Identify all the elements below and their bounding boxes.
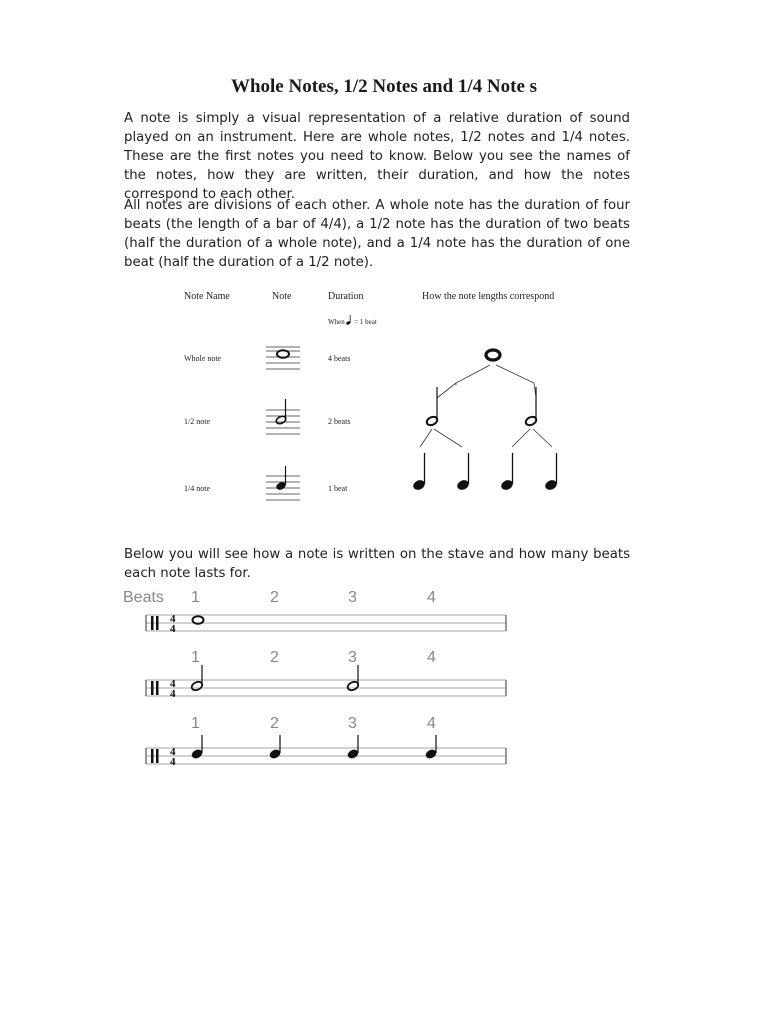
stave2-beat-1: 1	[191, 649, 200, 666]
stave2-beat-4: 4	[427, 649, 436, 666]
stave-intro-paragraph: Below you will see how a note is written on the stave and how many beats each note lasts for.	[124, 547, 630, 581]
row-quarter-duration: 1 beat	[328, 484, 348, 493]
row-half-name: 1/2 note	[184, 417, 210, 426]
beats-label: Beats	[123, 589, 164, 606]
staves-figure	[118, 585, 518, 780]
header-note-name: Note Name	[184, 291, 230, 302]
stave1-time-top: 4	[170, 613, 176, 625]
whole-note-staff-icon	[266, 347, 300, 369]
stave2-time-bottom: 4	[170, 688, 176, 700]
stave3-beat-3: 3	[348, 715, 357, 732]
note-table-figure	[150, 283, 590, 513]
header-correspond: How the note lengths correspond	[422, 291, 555, 302]
header-duration: Duration	[328, 291, 364, 302]
stave1-time-bottom: 4	[170, 623, 176, 635]
stave3-time-top: 4	[170, 746, 176, 758]
stave-1	[146, 615, 506, 631]
stave3-beat-4: 4	[427, 715, 436, 732]
header-note: Note	[272, 291, 292, 302]
when-label: When = 1 beat	[328, 315, 377, 326]
stave1-beat-1: 1	[191, 589, 200, 606]
divisions-paragraph: All notes are divisions of each other. A whole note has the duration of four beats (the length of a bar of 4/4), a 1/2 note has the duration of two beats (half the duration of a whole note), and a 1/4 note has the duration of one beat (half the duration of a 1/2 note).	[124, 198, 630, 270]
quarter-note-staff-icon	[266, 466, 300, 500]
stave1-beat-4: 4	[427, 589, 436, 606]
page-title: Whole Notes, 1/2 Notes and 1/4 Note s	[230, 76, 538, 97]
row-quarter-name: 1/4 note	[184, 484, 210, 493]
stave2-time-top: 4	[170, 678, 176, 690]
stave3-beat-2: 2	[270, 715, 279, 732]
stave1-beat-2: 2	[270, 589, 279, 606]
note-lengths-diagram	[150, 283, 590, 513]
row-half-duration: 2 beats	[328, 417, 351, 426]
stave1-beat-3: 3	[348, 589, 357, 606]
stave-3	[146, 735, 506, 764]
staves-drawing	[118, 585, 518, 780]
half-note-staff-icon	[266, 399, 300, 434]
row-whole-name: Whole note	[184, 354, 222, 363]
stave-2	[146, 665, 506, 696]
intro-paragraph: A note is simply a visual representation of a relative duration of sound played on an instrument. Here are whole notes, 1/2 notes and 1/4 notes. These are the first notes you need to know. Below you see the names of the notes, how they are written, their duration, and how the notes correspond to each other.	[124, 111, 630, 202]
stave3-time-bottom: 4	[170, 756, 176, 768]
stave2-beat-3: 3	[348, 649, 357, 666]
row-whole-duration: 4 beats	[328, 354, 351, 363]
stave2-beat-2: 2	[270, 649, 279, 666]
stave3-beat-1: 1	[191, 715, 200, 732]
